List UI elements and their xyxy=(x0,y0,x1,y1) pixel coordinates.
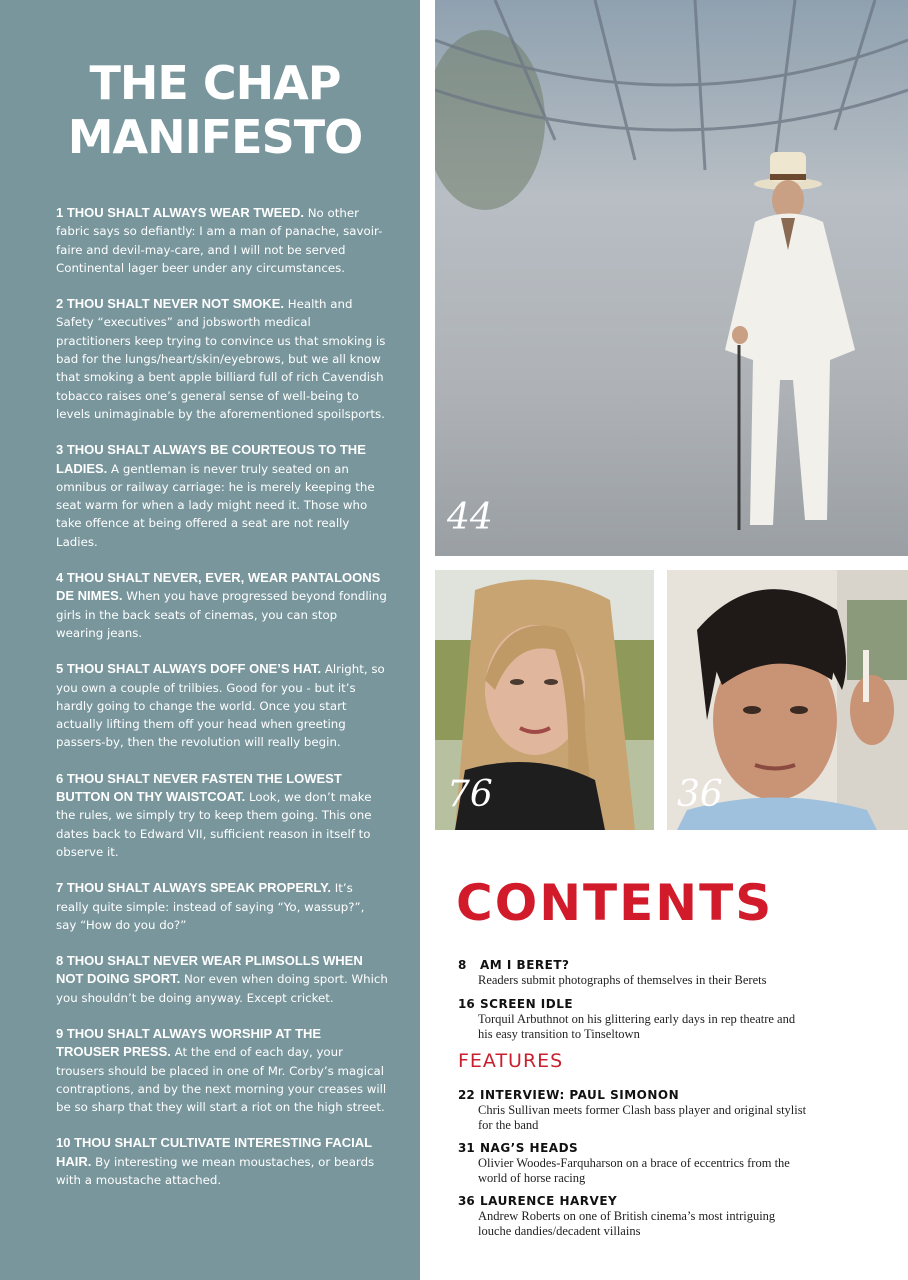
toc-item[interactable] xyxy=(458,1084,808,1133)
page-number-36: 36 xyxy=(677,774,723,815)
toc-page-number: 22 xyxy=(458,1088,475,1102)
rule-body: Health and Safety “executives” and jobsworth medical practitioners keep trying to convince us that smoking is bad for the lungs/heart/skin/eyebrows, but we all know that smoking a bent apple billiard full of rich Cavendish tobacco raises one’s general sense of well-being to levels unimaginable by the aforementioned spoilsports. xyxy=(56,297,386,421)
rule-item xyxy=(56,952,388,1007)
features-heading: FEATURES xyxy=(458,1050,564,1072)
toc-page-number: 16 xyxy=(458,997,475,1011)
rule-item xyxy=(56,204,388,277)
toc-item[interactable] xyxy=(458,993,808,1042)
rule-body: When you have progressed beyond fondling girls in the back seats of cinemas, you can stop wearing jeans. xyxy=(56,589,387,640)
toc-description: Chris Sullivan meets former Clash bass player and original stylist for the band xyxy=(478,1103,807,1132)
rule-heading: 1 THOU SHALT ALWAYS WEAR TWEED. xyxy=(56,205,304,220)
manifesto-title xyxy=(0,56,430,164)
photo-man-in-white-suit-image xyxy=(435,0,908,556)
rule-heading: 5 THOU SHALT ALWAYS DOFF ONE’S HAT. xyxy=(56,661,322,677)
rule-heading: 7 THOU SHALT ALWAYS SPEAK PROPERLY. xyxy=(56,880,331,896)
rule-body: A gentleman is never truly seated on an omnibus or railway carriage: he is merely keeping the seat warm for when a lady might need it. Those who take offence at being offered a seat are not really Ladies. xyxy=(56,461,375,549)
rule-item xyxy=(56,879,388,934)
toc-title: NAG’S HEADS xyxy=(480,1141,579,1155)
toc-description: Torquil Arbuthnot on his glittering early days in rep theatre and his easy transition to Tinseltown xyxy=(478,1012,796,1041)
rule-body: Alright, so you own a couple of trilbies. Good for you - but it’s hardly going to change the world. Once you start actually lifting them off your head when greeting passers-by, then the revolution will really begin. xyxy=(56,662,385,750)
toc-description: Olivier Woodes-Farquharson on a brace of eccentrics from the world of horse racing xyxy=(478,1156,790,1185)
rule-heading: 8 THOU SHALT NEVER WEAR PLIMSOLLS WHEN NOT DOING SPORT. xyxy=(56,953,363,987)
rule-body: No other fabric says so defiantly: I am a man of panache, savoir-faire and devil-may-care, and I will not be served Continental lager beer under any circumstances. xyxy=(56,206,383,275)
manifesto-rules-list xyxy=(56,204,388,1207)
toc-item[interactable] xyxy=(458,954,808,988)
toc-description: Readers submit photographs of themselves in their Berets xyxy=(478,973,767,987)
manifesto-title-line2: MANIFESTO xyxy=(67,110,363,164)
rule-item xyxy=(56,770,388,861)
toc-page-number: 36 xyxy=(458,1194,475,1208)
contents-title: CONTENTS xyxy=(456,874,774,932)
toc-item[interactable] xyxy=(458,1190,808,1239)
page-number-76: 76 xyxy=(447,774,493,815)
rule-body: It’s really quite simple: instead of saying “Yo, wassup?”, say “How do you do?” xyxy=(56,881,365,932)
rule-item xyxy=(56,441,388,551)
rule-body: At the end of each day, your trousers should be placed in one of Mr. Corby’s magical contraptions, and by the next morning your creases will be so sharp that they will start a riot on the high street. xyxy=(56,1045,387,1115)
rule-heading: 3 THOU SHALT ALWAYS BE COURTEOUS TO THE LADIES. xyxy=(56,442,366,476)
toc-page-number: 31 xyxy=(458,1141,475,1155)
rule-item xyxy=(56,569,388,642)
toc-title: SCREEN IDLE xyxy=(480,997,574,1011)
rule-item xyxy=(56,660,388,751)
rule-heading: 2 THOU SHALT NEVER NOT SMOKE. xyxy=(56,296,284,312)
toc-item[interactable] xyxy=(458,1137,808,1186)
rule-body: Look, we don’t make the rules, we simply try to keep them going. This one dates back to Edward VII, sufficient reason in itself to observe it. xyxy=(56,790,372,859)
page-number-44: 44 xyxy=(447,497,493,538)
rule-item xyxy=(56,1025,388,1116)
toc-title: INTERVIEW: PAUL SIMONON xyxy=(480,1088,680,1102)
toc-page-number: 8 xyxy=(458,958,467,972)
toc-description: Andrew Roberts on one of British cinema’s most intriguing louche dandies/decadent villains xyxy=(478,1209,776,1238)
rule-heading: 10 THOU SHALT CULTIVATE INTERESTING FACIAL HAIR. xyxy=(56,1135,372,1169)
rule-heading: 9 THOU SHALT ALWAYS WORSHIP AT THE TROUSER PRESS. xyxy=(56,1025,322,1060)
rule-body: By interesting we mean moustaches, or beards with a moustache attached. xyxy=(56,1154,375,1188)
rule-item xyxy=(56,1134,388,1189)
rule-heading: 4 THOU SHALT NEVER, EVER, WEAR PANTALOONS DE NIMES. xyxy=(56,570,381,604)
photo-man-in-white-suit xyxy=(435,0,908,556)
rule-item xyxy=(56,295,388,423)
toc-title: AM I BERET? xyxy=(480,958,570,972)
rule-body: Nor even when doing sport. Which you shouldn’t be doing anyway. Except cricket. xyxy=(56,972,388,1005)
manifesto-title-line1: THE CHAP xyxy=(89,56,341,110)
rule-heading: 6 THOU SHALT NEVER FASTEN THE LOWEST BUTTON ON THY WAISTCOAT. xyxy=(56,770,342,805)
toc-title: LAURENCE HARVEY xyxy=(480,1194,618,1208)
